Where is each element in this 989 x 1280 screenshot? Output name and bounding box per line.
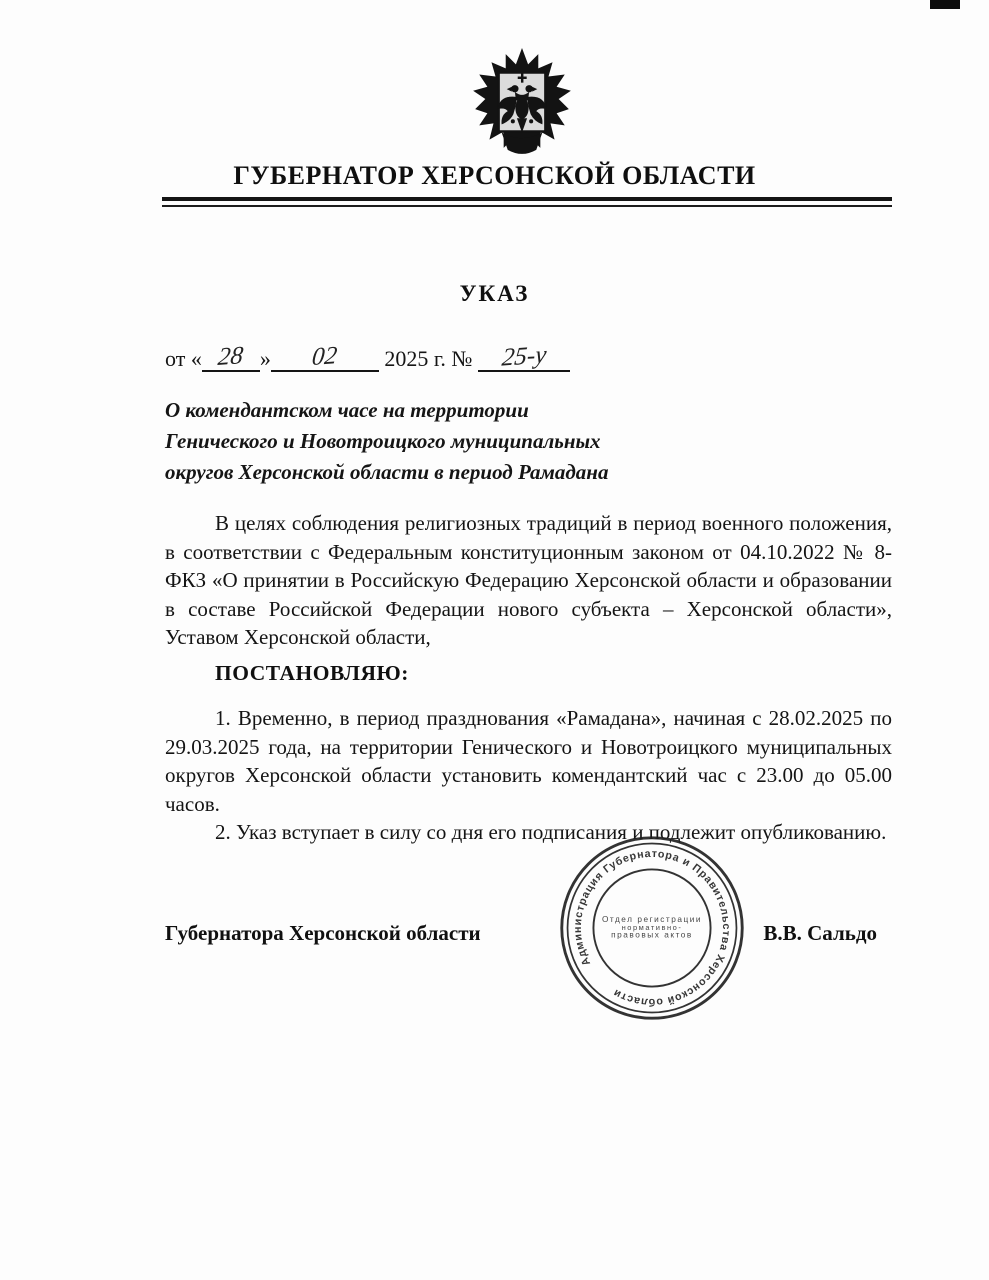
- date-close-quote: »: [259, 346, 271, 371]
- preamble-paragraph: В целях соблюдения религиозных традиций в период военного положения, в соответствии с Федеральным конституционным законом от 04.10.2022 № 8-ФКЗ «О принятии в Российскую Федерацию Херсонской области и образовании в составе Российской Федерации нового субъекта – Херсонской области», Уставом Херсонской области,: [165, 511, 892, 650]
- decree-item-1: 1. Временно, в период празднования «Рамадана», начиная с 28.02.2025 по 29.03.2025 года, на территории Генического и Новотроицкого муниципальных округов Херсонской области установить комендантский час с 23.00 до 05.00 часов.: [165, 706, 892, 816]
- handwritten-month: 02: [310, 341, 339, 372]
- subject-line: О комендантском часе на территории: [165, 398, 529, 422]
- org-title: ГУБЕРНАТОР ХЕРСОНСКОЙ ОБЛАСТИ: [233, 161, 756, 190]
- doc-number-blank: [478, 341, 570, 372]
- signature-name: В.В. Сальдо: [763, 921, 877, 945]
- decree-item-2: 2. Указ вступает в силу со дня его подписания и подлежит опубликованию.: [215, 820, 887, 845]
- signature-title: Губернатора Херсонской области: [165, 921, 481, 945]
- subject-line: округов Херсонской области в период Рамадана: [165, 460, 609, 484]
- stamp-center-line: нормативно-: [621, 922, 683, 932]
- coat-of-arms-icon: [471, 46, 573, 158]
- stamp-center-text: [602, 915, 702, 939]
- subject-line: Генического и Новотроицкого муниципальных: [165, 429, 601, 453]
- handwritten-day: 28: [216, 341, 245, 372]
- date-prefix: от «: [165, 346, 202, 371]
- header-divider: [162, 197, 892, 207]
- scan-artifact-mark: [930, 0, 960, 9]
- stamp-ring-text: Администрация Губернатора и Правительства Херсонской области: [571, 847, 733, 1009]
- doc-subject: [165, 395, 685, 488]
- date-month-blank: [271, 341, 379, 372]
- date-number-line: [165, 341, 570, 372]
- resolve-word: ПОСТАНОВЛЯЮ:: [215, 661, 409, 685]
- signature-row: [165, 921, 877, 946]
- date-year-number-label: 2025 г. №: [384, 346, 473, 371]
- round-stamp: [556, 832, 748, 1024]
- doc-type-heading: УКАЗ: [459, 281, 530, 306]
- date-day-blank: [202, 341, 260, 372]
- stamp-center-line: Отдел регистрации: [601, 915, 703, 925]
- handwritten-number: 25-у: [500, 341, 548, 372]
- decree-items: [165, 704, 892, 847]
- stamp-center-line: правовых актов: [611, 930, 693, 940]
